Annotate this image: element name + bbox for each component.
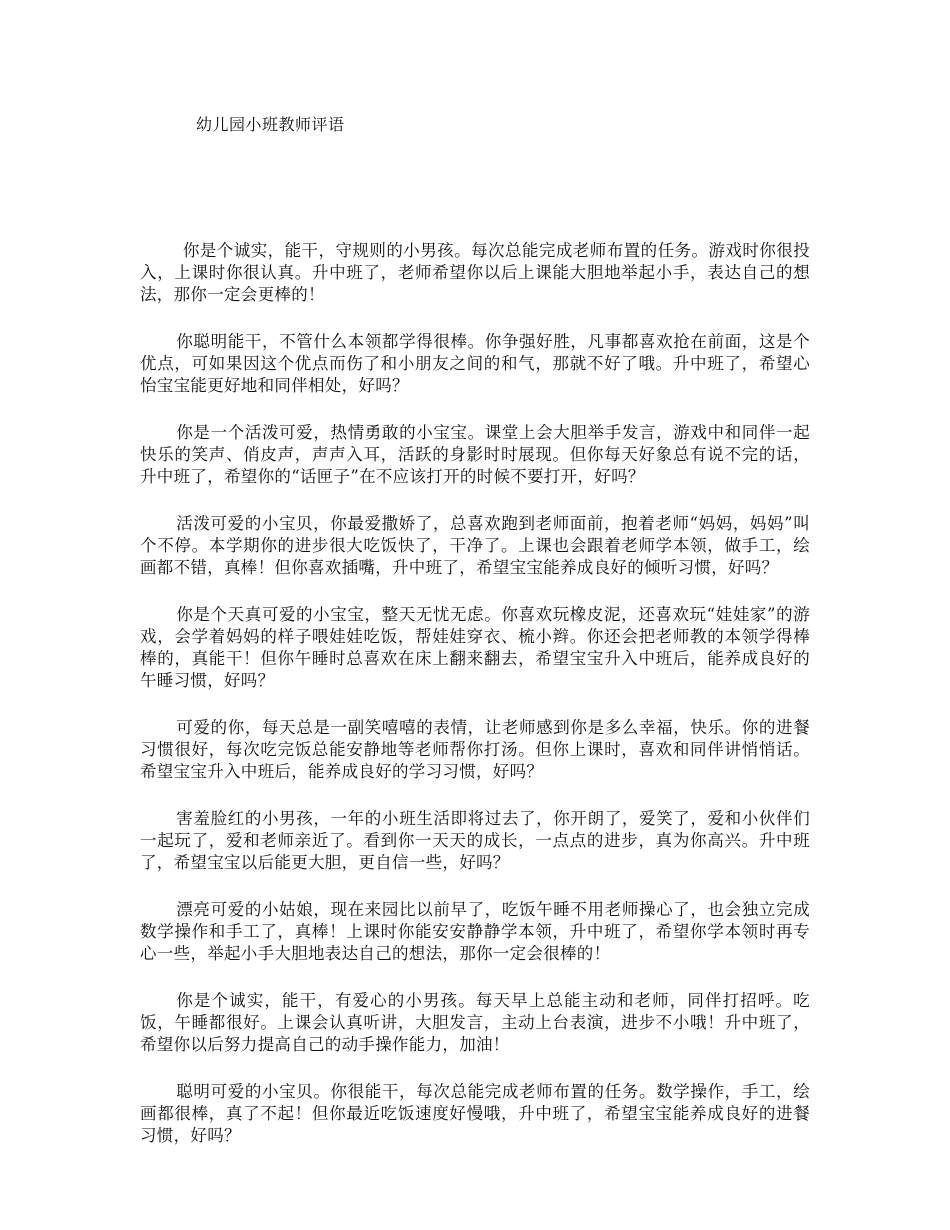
comment-paragraph-6: 可爱的你，每天总是一副笑嘻嘻的表情，让老师感到你是多么幸福，快乐。你的进餐习惯很好，每次吃完饭总能安静地等老师帮你打汤。但你上课时，喜欢和同伴讲悄悄话。希望宝宝升入中班后，能养成良好的学习习惯，好吗？: [140, 718, 810, 781]
comment-paragraph-2: 你聪明能干，不管什么本领都学得很棒。你争强好胜，凡事都喜欢抢在前面，这是个优点，可如果因这个优点而伤了和小朋友之间的和气，那就不好了哦。升中班了，希望心怡宝宝能更好地和同伴相处，好吗？: [140, 332, 810, 395]
document-body: [140, 240, 810, 1172]
comment-paragraph-9: 你是个诚实，能干，有爱心的小男孩。每天早上总能主动和老师，同伴打招呼。吃饭，午睡都很好。上课会认真听讲，大胆发言，主动上台表演，进步不小哦！升中班了，希望你以后努力提高自己的动手操作能力，加油！: [140, 991, 810, 1054]
comment-paragraph-10: 聪明可爱的小宝贝。你很能干，每次总能完成老师布置的任务。数学操作，手工，绘画都很棒，真了不起！但你最近吃饭速度好慢哦，升中班了，希望宝宝能养成良好的进餐习惯，好吗？: [140, 1082, 810, 1145]
comment-paragraph-4: 活泼可爱的小宝贝，你最爱撒娇了，总喜欢跑到老师面前，抱着老师“妈妈，妈妈”叫个不停。本学期你的进步很大吃饭快了，干净了。上课也会跟着老师学本领，做手工，绘画都不错，真棒！但你喜欢插嘴，升中班了，希望宝宝能养成良好的倾听习惯，好吗？: [140, 514, 810, 577]
comment-paragraph-5: 你是个天真可爱的小宝宝，整天无忧无虑。你喜欢玩橡皮泥，还喜欢玩“娃娃家”的游戏，会学着妈妈的样子喂娃娃吃饭，帮娃娃穿衣、梳小辫。你还会把老师教的本领学得棒棒的，真能干！但你午睡时总喜欢在床上翻来翻去，希望宝宝升入中班后，能养成良好的午睡习惯，好吗？: [140, 605, 810, 690]
comment-paragraph-8: 漂亮可爱的小姑娘，现在来园比以前早了，吃饭午睡不用老师操心了，也会独立完成数学操作和手工了，真棒！上课时你能安安静静学本领，升中班了，希望你学本领时再专心一些，举起小手大胆地表达自己的想法，那你一定会很棒的！: [140, 900, 810, 963]
comment-paragraph-7: 害羞脸红的小男孩，一年的小班生活即将过去了，你开朗了，爱笑了，爱和小伙伴们一起玩了，爱和老师亲近了。看到你一天天的成长，一点点的进步，真为你高兴。升中班了，希望宝宝以后能更大胆，更自信一些，好吗？: [140, 809, 810, 872]
comment-paragraph-3: 你是一个活泼可爱，热情勇敢的小宝宝。课堂上会大胆举手发言，游戏中和同伴一起快乐的笑声、俏皮声，声声入耳，活跃的身影时时展现。但你每天好象总有说不完的话，升中班了，希望你的“话匣子”在不应该打开的时候不要打开，好吗？: [140, 423, 810, 486]
document-title: 幼儿园小班教师评语: [196, 115, 345, 134]
comment-paragraph-1: 你是个诚实，能干，守规则的小男孩。每次总能完成老师布置的任务。游戏时你很投入，上课时你很认真。升中班了，老师希望你以后上课能大胆地举起小手，表达自己的想法，那你一定会更棒的！: [140, 241, 810, 304]
